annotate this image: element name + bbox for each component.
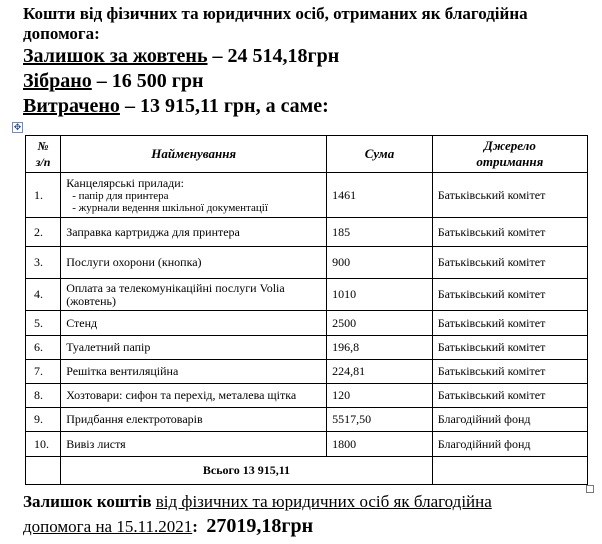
row-source: Батьківський комітет	[432, 336, 587, 360]
table-row	[26, 311, 588, 336]
row-number: 6.	[26, 336, 61, 360]
spent-line	[23, 94, 329, 118]
table-row	[26, 336, 588, 360]
row-name: Придбання електротоварів	[61, 408, 327, 432]
row-source: Батьківський комітет	[432, 384, 587, 408]
footer-text-1: від фізичних та юридичних осіб як благодійна	[155, 492, 492, 511]
row-sum: 196,8	[327, 336, 433, 360]
row-name-sub: - журнали ведення шкільної документації	[72, 201, 268, 214]
row-sum: 1461	[327, 173, 433, 218]
row-number: 7.	[26, 360, 61, 384]
collected-label: Зібрано	[23, 70, 92, 92]
row-source: Благодійний фонд	[432, 408, 587, 432]
header-source-line2: отримання	[476, 154, 544, 169]
header-sum: Сума	[327, 136, 433, 173]
table-header-row	[26, 136, 588, 173]
row-source: Батьківський комітет	[432, 279, 587, 311]
header-num	[26, 136, 61, 173]
spent-label: Витрачено	[23, 95, 120, 117]
table-row	[26, 360, 588, 384]
table-row	[26, 384, 588, 408]
table-row	[26, 218, 588, 247]
table-resize-handle[interactable]	[586, 485, 594, 493]
total-value: Всього 13 915,11	[61, 457, 433, 485]
row-number: 3.	[26, 247, 61, 279]
row-sum: 120	[327, 384, 433, 408]
row-name-main: Канцелярські прилади:	[66, 175, 185, 190]
row-name: Туалетний папір	[61, 336, 327, 360]
row-source: Благодійний фонд	[432, 432, 587, 457]
balance-line	[23, 44, 339, 68]
row-source: Батьківський комітет	[432, 218, 587, 247]
row-source: Батьківський комітет	[432, 311, 587, 336]
header-source	[432, 136, 587, 173]
total-empty-cell	[26, 457, 61, 485]
table-row	[26, 279, 588, 311]
row-sum: 1010	[327, 279, 433, 311]
table-total-row	[26, 457, 588, 485]
row-number: 8.	[26, 384, 61, 408]
footer-text-2: допомога на 15.11.2021	[23, 517, 193, 536]
row-source: Батьківський комітет	[432, 247, 587, 279]
table-row	[26, 408, 588, 432]
collected-value: – 16 500 грн	[96, 70, 204, 92]
header-name: Найменування	[61, 136, 327, 173]
table-row	[26, 247, 588, 279]
balance-value: – 24 514,18грн	[212, 45, 340, 67]
row-source: Батьківський комітет	[432, 360, 587, 384]
row-sum: 185	[327, 218, 433, 247]
table-row	[26, 432, 588, 457]
footer-balance	[23, 490, 583, 539]
row-number: 4.	[26, 279, 61, 311]
footer-value: 27019,18грн	[206, 515, 314, 537]
collected-line	[23, 69, 204, 93]
header-source-line1: Джерело	[483, 138, 536, 153]
footer-label: Залишок коштів	[23, 492, 152, 511]
row-number: 1.	[26, 173, 61, 218]
row-name: Решітка вентиляційна	[61, 360, 327, 384]
row-name: Оплата за телекомунікаційні послуги Volia (жовтень)	[61, 279, 327, 311]
row-number: 9.	[26, 408, 61, 432]
row-number: 10.	[26, 432, 61, 457]
row-sum: 2500	[327, 311, 433, 336]
row-source: Батьківський комітет	[432, 173, 587, 218]
row-name: Хозтовари: сифон та перехід, металева щітка	[61, 384, 327, 408]
row-number: 5.	[26, 311, 61, 336]
spent-value: – 13 915,11 грн, а саме:	[124, 95, 329, 117]
header-num-line2: з/п	[35, 155, 51, 169]
footer-colon: :	[192, 517, 198, 536]
row-sum: 5517,50	[327, 408, 433, 432]
row-number: 2.	[26, 218, 61, 247]
total-empty-cell	[432, 457, 587, 485]
header-num-line1: №	[37, 139, 49, 153]
row-sum: 224,81	[327, 360, 433, 384]
balance-label: Залишок за жовтень	[23, 45, 208, 67]
row-name: Послуги охорони (кнопка)	[61, 247, 327, 279]
row-name: Вивіз листя	[61, 432, 327, 457]
row-sum: 900	[327, 247, 433, 279]
row-name: Заправка картриджа для принтера	[61, 218, 327, 247]
row-name-sub: - папір для принтера	[72, 189, 169, 202]
row-sum: 1800	[327, 432, 433, 457]
row-name	[61, 173, 327, 218]
page-heading: Кошти від фізичних та юридичних осіб, отриманих як благодійна допомога:	[23, 4, 528, 43]
table-row	[26, 173, 588, 218]
expenses-table	[25, 135, 588, 485]
row-name: Стенд	[61, 311, 327, 336]
table-move-handle-icon[interactable]: ✥	[13, 122, 22, 132]
